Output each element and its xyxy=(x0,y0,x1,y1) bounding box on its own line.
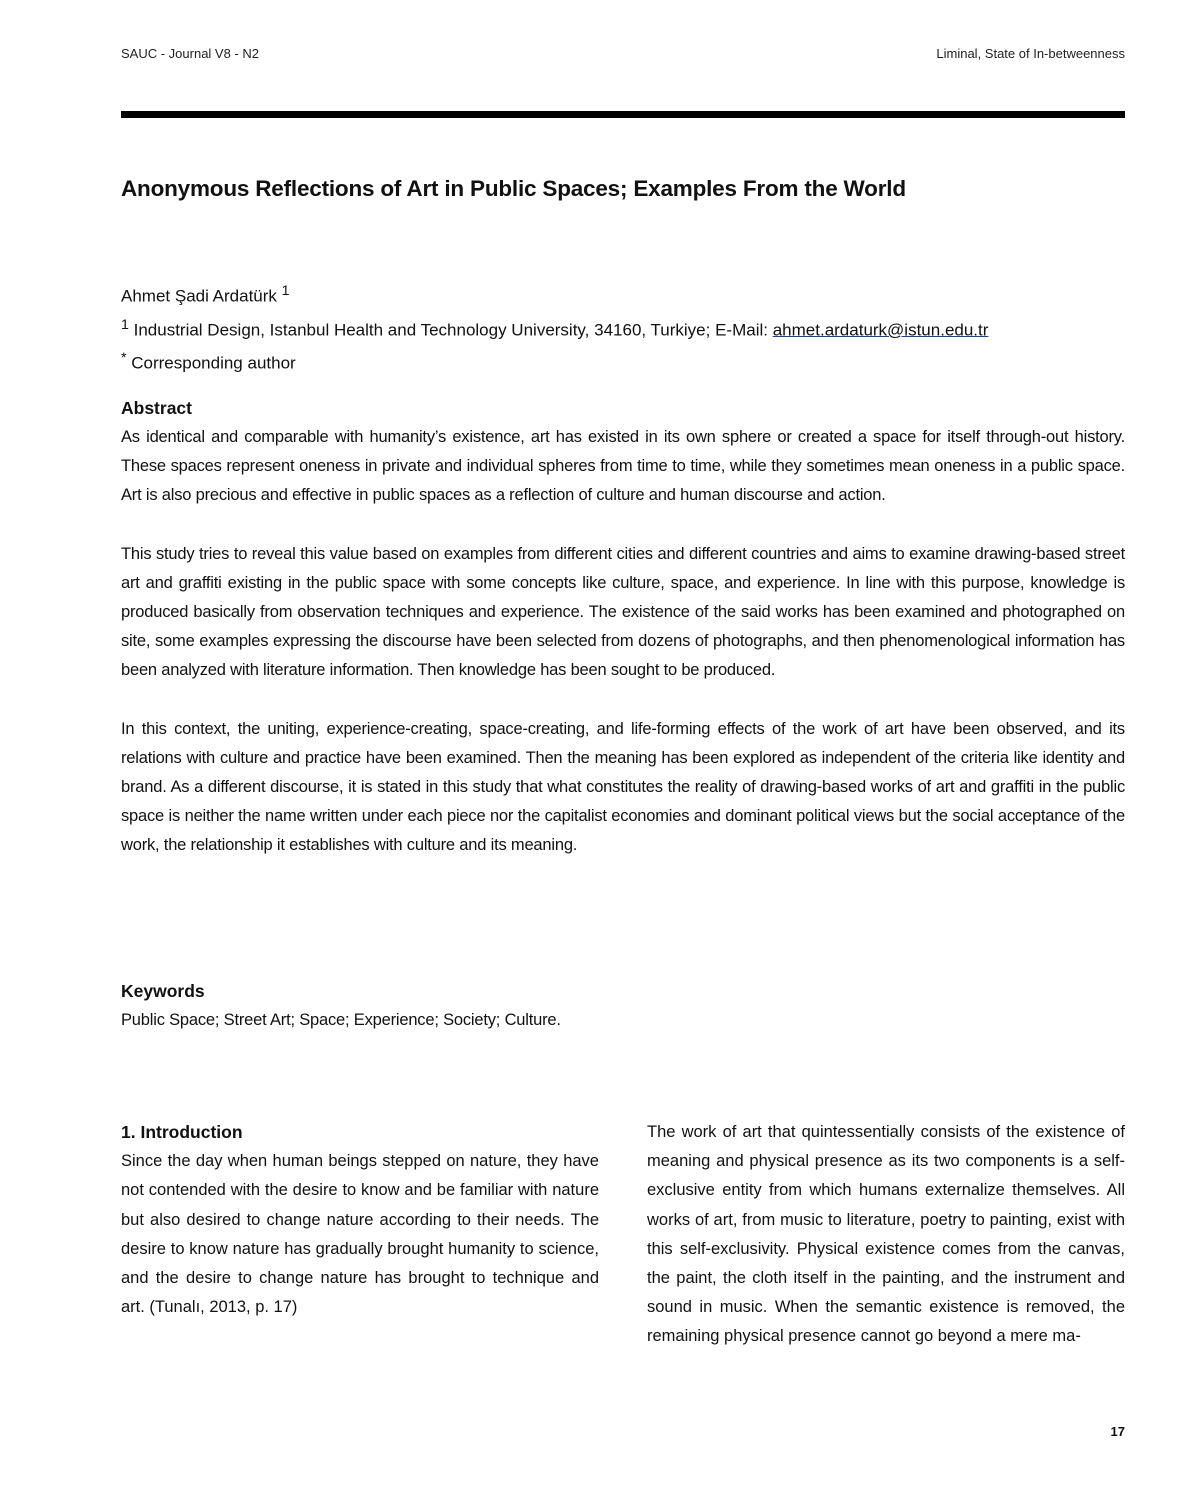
abstract-paragraph: As identical and comparable with humanity’s existence, art has existed in its own sphere or created a space for itself through-out history. These spaces represent oneness in private and individual spheres from time to time, while they sometimes mean oneness in a public space. Art is also precious and effective in public spaces as a reflection of culture and human discourse and action. xyxy=(121,428,1125,505)
keywords-section xyxy=(121,977,1125,1035)
intro-right-column xyxy=(647,1118,1125,1352)
author-email-link[interactable]: ahmet.ardaturk@istun.edu.tr xyxy=(772,320,989,340)
header-rule xyxy=(121,111,1125,118)
introduction-heading: 1. Introduction xyxy=(121,1122,243,1142)
intro-paragraph-left: Since the day when human beings stepped on nature, they have not contended with the desire to know and be familiar with nature but also desired to change nature according to their needs. The desire to know nature has gradually brought humanity to science, and the desire to change nature has brought to technique and art. (Tunalı, 2013, p. 17) xyxy=(121,1152,599,1317)
intro-left-column xyxy=(121,1118,599,1322)
keywords-heading: Keywords xyxy=(121,981,205,1001)
running-header-issue-title: Liminal, State of In-betweenness xyxy=(936,46,1125,61)
affiliation-line xyxy=(121,311,1125,345)
author-line xyxy=(121,277,1125,311)
author-name: Ahmet Şadi Ardatürk xyxy=(121,286,277,306)
keywords-text: Public Space; Street Art; Space; Experience; Society; Culture. xyxy=(121,1011,561,1029)
abstract-paragraph: In this context, the uniting, experience-creating, space-creating, and life-forming effects of the work of art have been observed, and its relations with culture and practice have been examined. Then the meaning has been explored as independent of the criteria like identity and brand. As a different discourse, it is stated in this study that what constitutes the reality of drawing-based works of art and graffiti in the public space is neither the name written under each piece nor the capitalist economies and dominant political views but the social acceptance of the work, the relationship it establishes with culture and its meaning. xyxy=(121,719,1125,855)
article-title: Anonymous Reflections of Art in Public Spaces; Examples From the World xyxy=(121,176,906,201)
abstract-paragraph: This study tries to reveal this value based on examples from different cities and different countries and aims to examine drawing-based street art and graffiti existing in the public space with some concepts like culture, space, and experience. In line with this purpose, knowledge is produced basically from observation techniques and experience. The existence of the said works has been examined and photographed on site, some examples expressing the discourse have been selected from dozens of photographs, and then phenomenological information has been analyzed with literature information. Then knowledge has been sought to be produced. xyxy=(121,544,1125,680)
page-number: 17 xyxy=(1110,1424,1125,1439)
corresponding-line xyxy=(121,344,1125,378)
running-header-journal: SAUC - Journal V8 - N2 xyxy=(121,46,259,61)
author-superscript: 1 xyxy=(281,283,290,299)
affiliation-marker: 1 xyxy=(121,316,129,333)
intro-paragraph-right: The work of art that quintessentially consists of the existence of meaning and physical presence as its two components is a self-exclusive entity from which humans externalize themselves. All works of art, from music to literature, poetry to painting, exist with this self-exclusivity. Physical existence comes from the canvas, the paint, the cloth itself in the painting, and the instrument and sound in music. When the semantic existence is removed, the remaining physical presence cannot go beyond a mere ma- xyxy=(647,1123,1125,1346)
corresponding-marker: * xyxy=(121,350,127,367)
abstract-section xyxy=(121,394,1125,861)
author-block xyxy=(121,277,1125,378)
corresponding-text: Corresponding author xyxy=(131,353,296,373)
abstract-heading: Abstract xyxy=(121,398,192,418)
affiliation-text: Industrial Design, Istanbul Health and Technology University, 34160, Turkiye; E-Mail: xyxy=(133,320,768,340)
